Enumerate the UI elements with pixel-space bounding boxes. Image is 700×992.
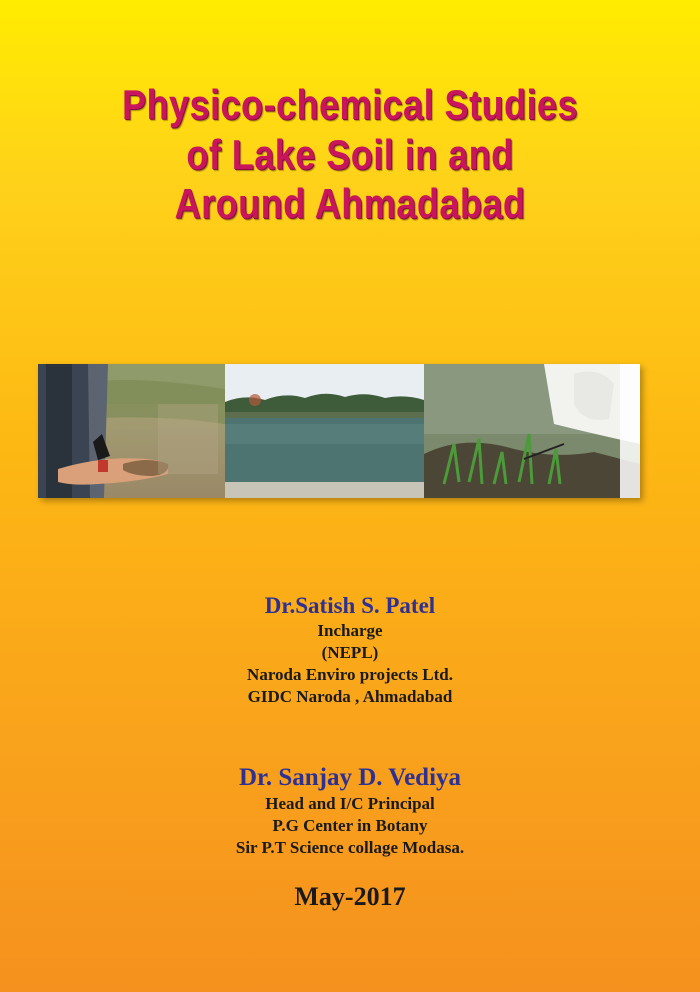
photo-strip [38,364,640,498]
author-1-line-4: GIDC Naroda , Ahmadabad [247,687,453,706]
author-block-1 [0,592,700,708]
title-line-3: Around Ahmadabad [174,180,526,228]
author-1-line-1: Incharge [317,621,383,640]
author-2-line-3: Sir P.T Science collage Modasa. [235,838,465,857]
author-2-line-1: Head and I/C Principal [265,794,435,813]
publication-date: May-2017 [294,882,406,911]
cover-title [49,80,651,229]
author-1-line-3: Naroda Enviro projects Ltd. [247,665,453,684]
title-line-1: Physico-chemical Studies [122,81,578,128]
title-line-2: of Lake Soil in and [186,130,514,178]
author-2-name: Dr. Sanjay D. Vediya [238,764,462,791]
lake-photo [225,364,424,498]
author-block-2 [0,762,700,859]
author-1-line-2: (NEPL) [321,643,379,662]
shore-sampling-photo [424,364,640,498]
author-1-name: Dr.Satish S. Patel [264,593,436,618]
author-2-line-2: P.G Center in Botany [272,816,428,835]
soil-sample-photo [38,364,225,498]
